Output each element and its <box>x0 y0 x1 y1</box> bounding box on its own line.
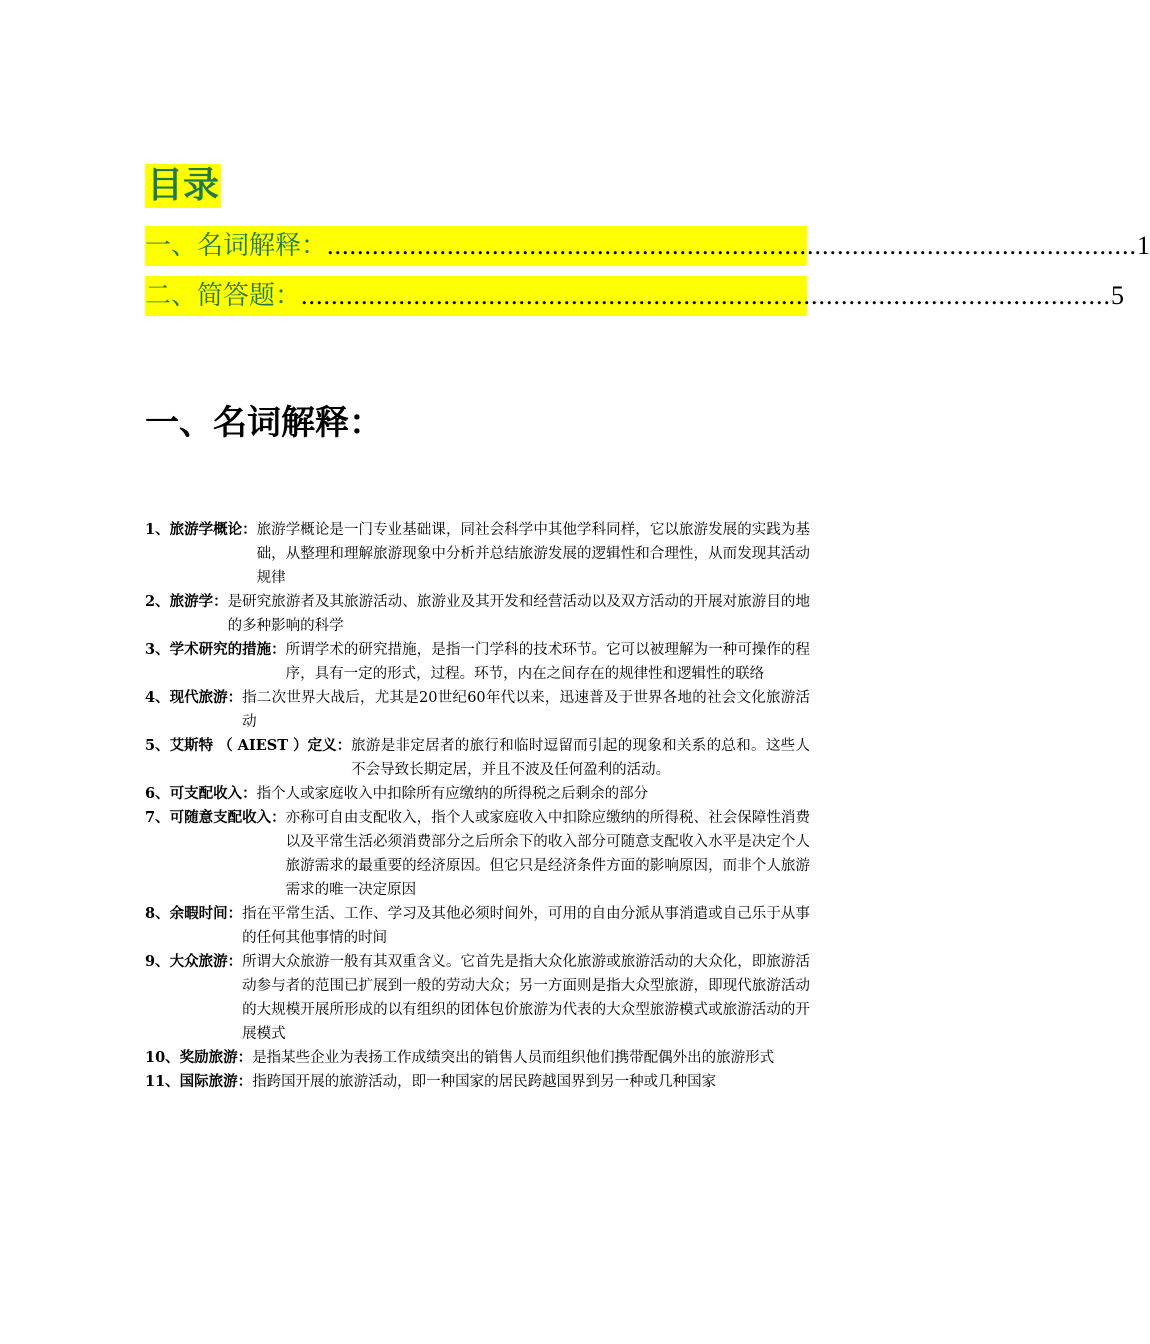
glossary-list <box>145 518 810 1094</box>
entry-definition: 指二次世界大战后，尤其是20世纪60年代以来，迅速普及于世界各地的社会文化旅游活动 <box>242 690 810 730</box>
entry-term: 2、旅游学： <box>145 593 228 610</box>
toc-item-1[interactable] <box>145 226 1150 266</box>
glossary-entry <box>145 782 810 806</box>
entry-term: 4、现代旅游： <box>145 689 243 706</box>
entry-term: 11、国际旅游： <box>145 1073 253 1090</box>
entry-definition: 亦称可自由支配收入，指个人或家庭收入中扣除应缴纳的所得税、社会保障性消费以及平常生活必须消费部分之后所余下的收入部分可随意支配收入水平是决定个人旅游需求的最重要的经济原因。但它只是经济条件方面的影响原因，而非个人旅游需求的唯一决定原因 <box>285 810 810 898</box>
entry-term: 9、大众旅游： <box>145 953 243 970</box>
entry-definition: 旅游学概论是一门专业基础课，同社会科学中其他学科同样，它以旅游发展的实践为基础，从整理和理解旅游现象中分析并总结旅游发展的逻辑性和合理性，从而发现其活动规律 <box>256 522 810 586</box>
toc-item-label: 二、简答题： <box>145 281 302 311</box>
entry-definition: 旅游是非定居者的旅行和临时逗留而引起的现象和关系的总和。这些人不会导致长期定居，并且不波及任何盈利的活动。 <box>351 738 810 778</box>
glossary-entry <box>145 638 810 686</box>
glossary-entry <box>145 734 810 782</box>
glossary-entry <box>145 806 810 902</box>
toc-leader-dots: ............................................................................................................ <box>327 231 1138 260</box>
entry-definition: 指个人或家庭收入中扣除所有应缴纳的所得税之后剩余的部分 <box>256 786 649 802</box>
toc-item-page: 1 <box>1137 231 1150 260</box>
entry-definition: 所谓大众旅游一般有其双重含义。它首先是指大众化旅游或旅游活动的大众化，即旅游活动参与者的范围已扩展到一般的劳动大众；另一方面则是指大众型旅游，即现代旅游活动的大规模开展所形成的以有组织的团体包价旅游为代表的大众型旅游模式或旅游活动的开展模式 <box>242 954 810 1042</box>
section-heading: 一、名词解释： <box>145 403 383 443</box>
toc-item-page: 5 <box>1111 281 1125 310</box>
entry-definition: 是研究旅游者及其旅游活动、旅游业及其开发和经营活动以及双方活动的开展对旅游目的地的多种影响的科学 <box>227 594 810 634</box>
entry-definition: 是指某些企业为表扬工作成绩突出的销售人员而组织他们携带配偶外出的旅游形式 <box>252 1050 775 1066</box>
glossary-entry <box>145 902 810 950</box>
entry-term: 10、奖励旅游： <box>145 1049 253 1066</box>
glossary-entry <box>145 950 810 1046</box>
toc-item-label: 一、名词解释： <box>145 231 328 261</box>
entry-term: 5、艾斯特 （ AIEST ）定义： <box>145 737 352 754</box>
glossary-entry <box>145 590 810 638</box>
entry-definition: 指跨国开展的旅游活动，即一种国家的居民跨越国界到另一种或几种国家 <box>252 1074 717 1090</box>
entry-term: 8、余暇时间： <box>145 905 243 922</box>
entry-term: 6、可支配收入： <box>145 785 257 802</box>
toc-leader-dots: ............................................................................................................ <box>301 281 1112 310</box>
glossary-entry <box>145 1070 810 1094</box>
entry-definition: 所谓学术的研究措施，是指一门学科的技术环节。它可以被理解为一种可操作的程序，具有一定的形式，过程。环节，内在之间存在的规律性和逻辑性的联络 <box>285 642 810 682</box>
glossary-entry <box>145 686 810 734</box>
glossary-entry <box>145 518 810 590</box>
toc-item-2[interactable] <box>145 276 1125 316</box>
entry-term: 1、旅游学概论： <box>145 521 257 538</box>
entry-definition: 指在平常生活、工作、学习及其他必须时间外，可用的自由分派从事消遣或自己乐于从事的任何其他事情的时间 <box>242 906 810 946</box>
toc-title: 目录 <box>147 165 220 206</box>
glossary-entry <box>145 1046 810 1070</box>
entry-term: 7、可随意支配收入： <box>145 809 286 826</box>
entry-term: 3、学术研究的措施： <box>145 641 286 658</box>
